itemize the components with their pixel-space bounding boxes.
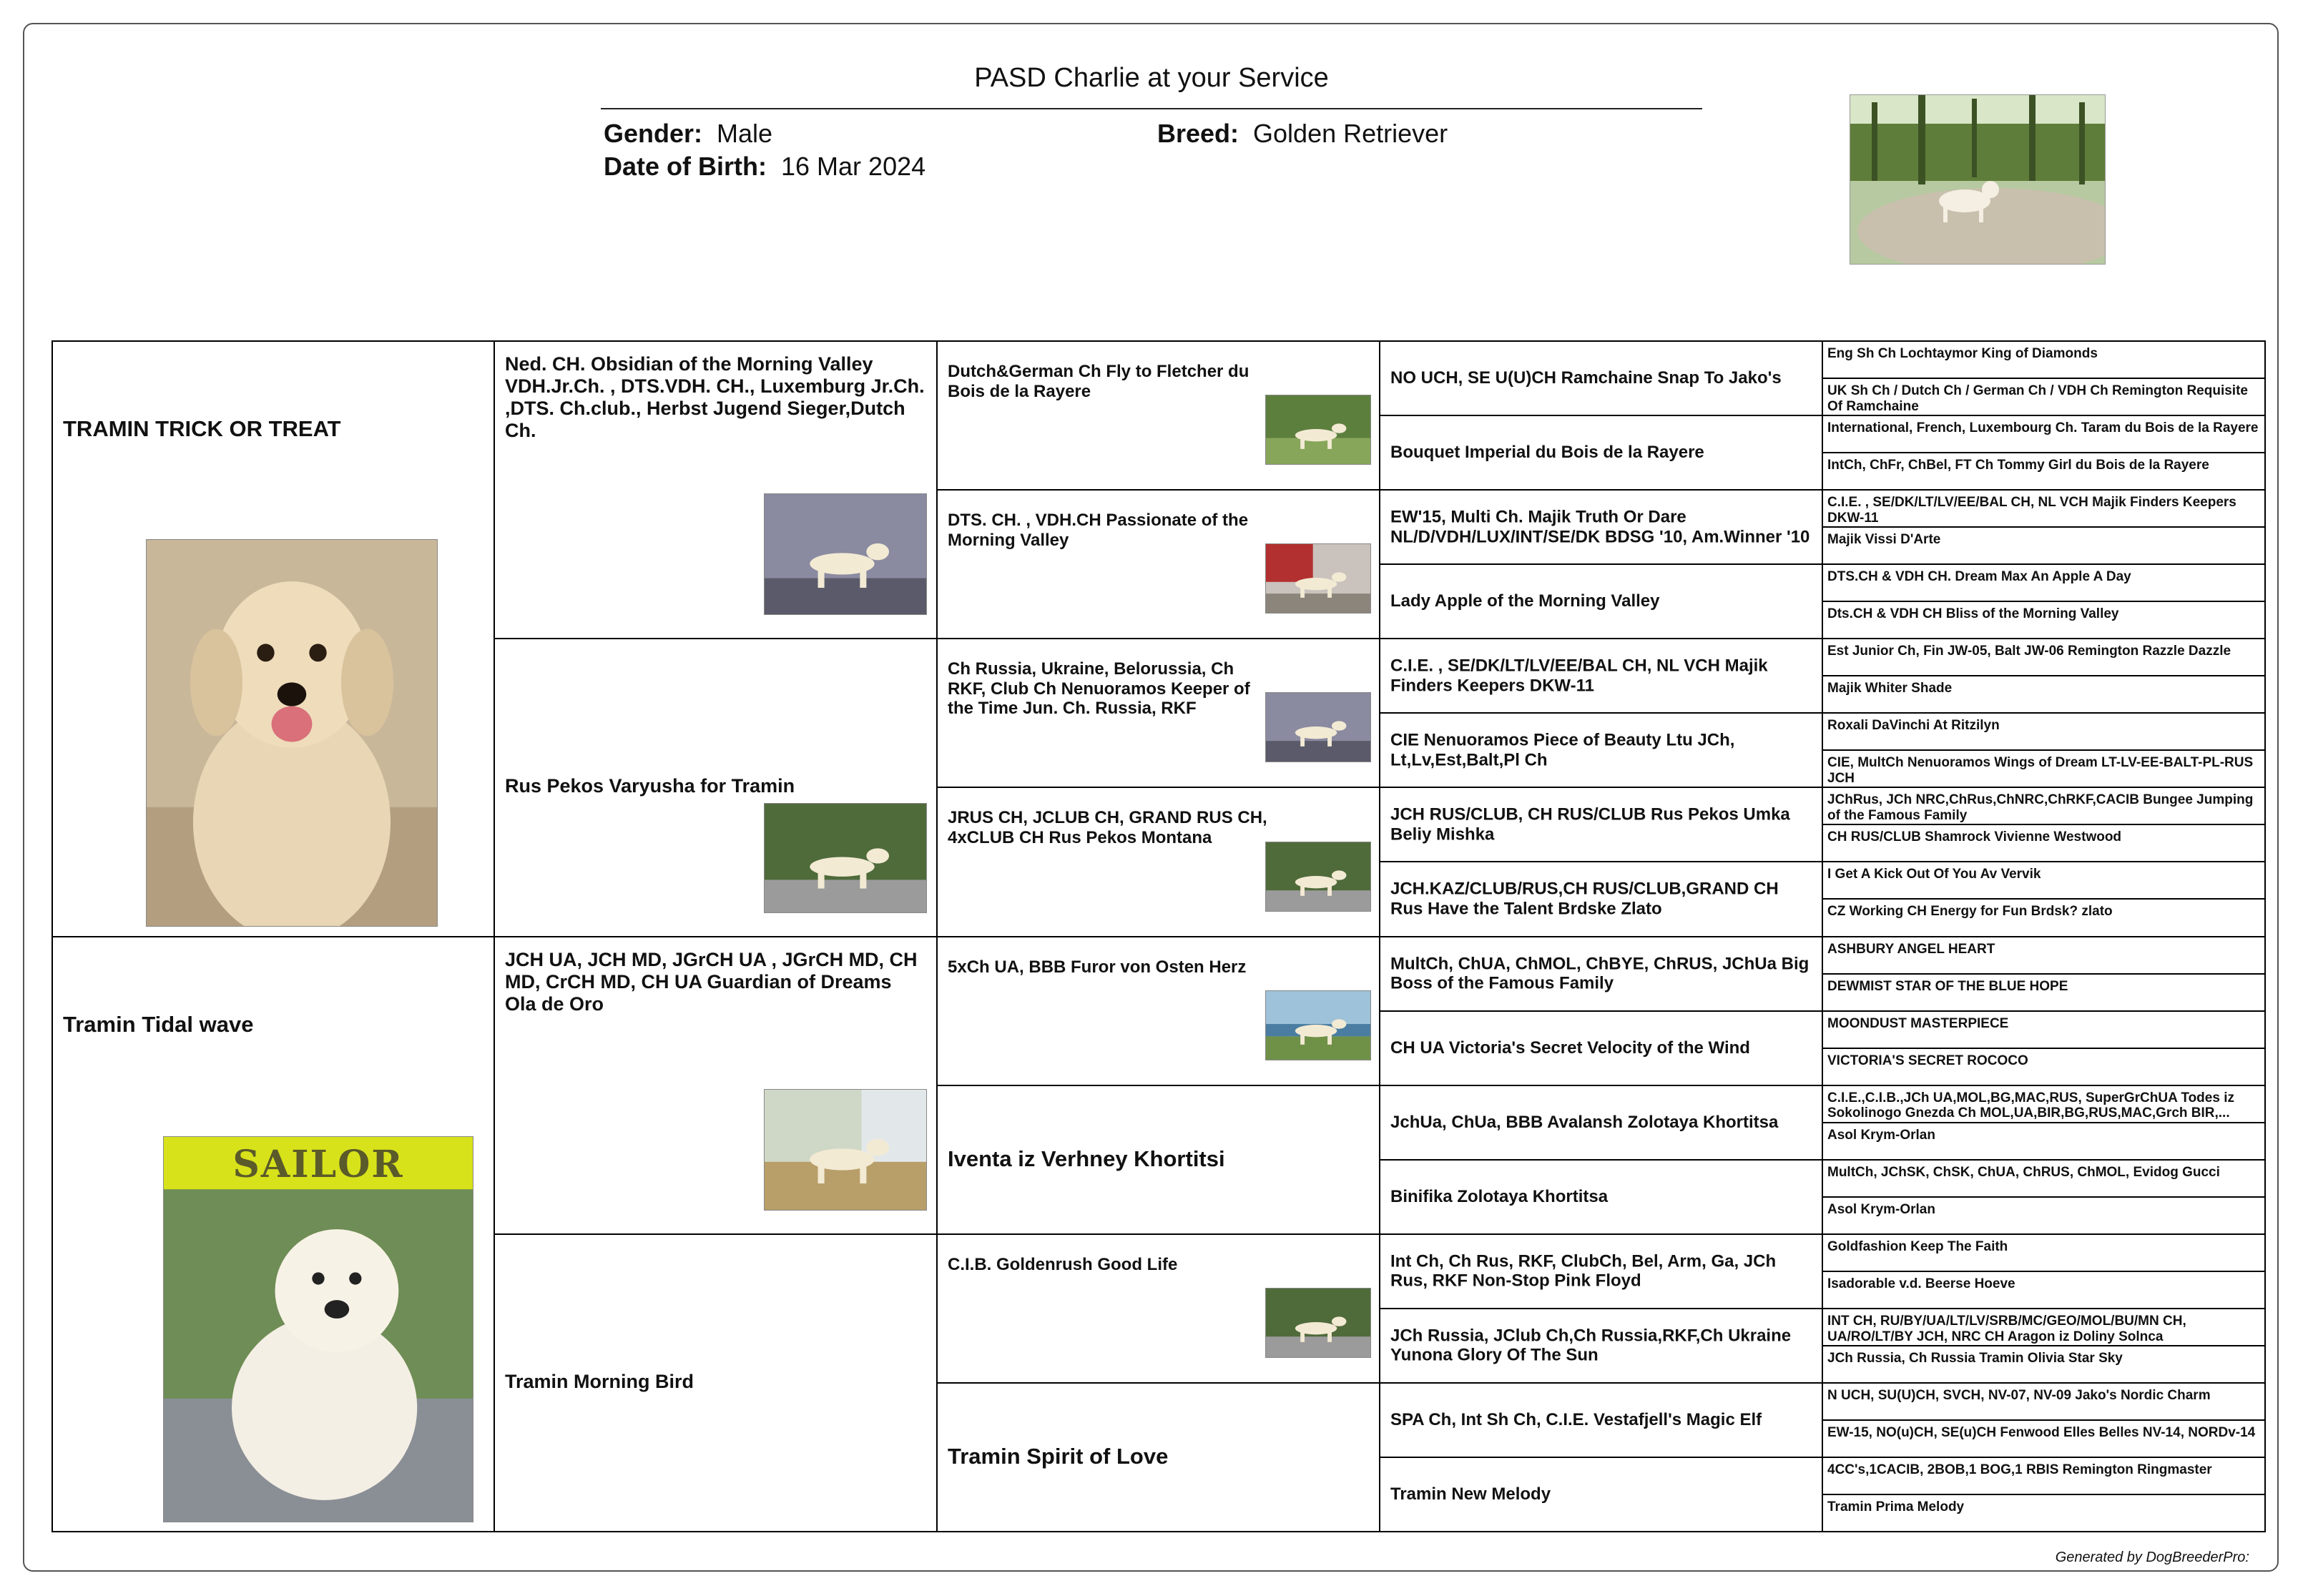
pedigree-gen5-cell [1822,1196,2266,1235]
ancestor-name: Tramin Spirit of Love [948,1443,1169,1469]
pedigree-gen4-cell [1379,861,1823,937]
ancestor-name: TRAMIN TRICK OR TREAT [63,416,341,441]
ancestor-photo [764,493,927,615]
ancestor-name: EW-15, NO(u)CH, SE(u)CH Fenwood Elles Belles NV-14, NORDv-14 [1827,1424,2256,1440]
dob-field [604,152,925,182]
pedigree-gen5-cell [1822,526,2266,565]
pedigree-gen3-cell [936,638,1380,788]
pedigree-gen4-cell [1379,1382,1823,1458]
ancestor-name: UK Sh Ch / Dutch Ch / German Ch / VDH Ch Remington Requisite Of Ramchaine [1827,383,2248,414]
ancestor-name: VICTORIA'S SECRET ROCOCO [1827,1053,2028,1068]
pedigree-gen5-cell [1822,861,2266,900]
ancestor-name: C.I.E.,C.I.B.,JCh UA,MOL,BG,MAC,RUS, SuperGrChUA Todes iz Sokolinogo Gnezda Ch MOL,UA,BIR,BG,RUS,MAC,Grch BIR,... [1827,1090,2234,1121]
breed-field [1157,119,1448,149]
generator-credit: Generated by DogBreederPro: [2055,1550,2249,1565]
ancestor-name: CIE Nenuoramos Piece of Beauty Ltu JCh, Lt,Lv,Est,Balt,Pl Ch [1390,730,1735,770]
pedigree-gen5-cell [1822,415,2266,453]
ancestor-name: Ned. CH. Obsidian of the Morning Valley VDH.Jr.Ch. , DTS.VDH. CH., Luxemburg Jr.Ch. ,DTS. Ch.club., Herbst Jugend Sieger,Dutch Ch. [505,353,925,442]
ancestor-name: JCH.KAZ/CLUB/RUS,CH RUS/CLUB,GRAND CH Rus Have the Talent Brdske Zlato [1390,879,1779,919]
ancestor-photo [764,803,927,913]
ancestor-name: EW'15, Multi Ch. Majik Truth Or Dare NL/D/VDH/LUX/INT/SE/DK BDSG '10, Am.Winner '10 [1390,507,1810,547]
ancestor-name: DTS. CH. , VDH.CH Passionate of the Morning Valley [948,511,1249,550]
ancestor-name: Tramin Morning Bird [505,1370,694,1392]
pedigree-gen3-cell [936,340,1380,491]
pedigree-gen5-cell [1822,936,2266,975]
dog-portrait-photo [146,539,438,927]
pedigree-gen5-cell [1822,1308,2266,1346]
pedigree-gen5-cell [1822,1010,2266,1049]
pedigree-gen4-cell [1379,936,1823,1012]
pedigree-gen5-cell [1822,563,2266,602]
pedigree-gen5-cell [1822,638,2266,676]
ancestor-name: 5xCh UA, BBB Furor von Osten Herz [948,957,1247,977]
ancestor-name: Majik Whiter Shade [1827,681,1953,696]
ancestor-name: JCH RUS/CLUB, CH RUS/CLUB Rus Pekos Umka Beliy Mishka [1390,804,1790,844]
title-divider [601,108,1702,109]
pedigree-gen3-cell [936,1382,1380,1532]
ancestor-name: N UCH, SU(U)CH, SVCH, NV-07, NV-09 Jako's Nordic Charm [1827,1387,2211,1403]
pedigree-gen4-cell [1379,340,1823,416]
ancestor-photo [1265,395,1371,465]
ancestor-photo [764,1089,927,1211]
ancestor-name: CIE, MultCh Nenuoramos Wings of Dream LT-LV-EE-BALT-PL-RUS JCH [1827,755,2254,787]
ancestor-name: JchUa, ChUa, BBB Avalansh Zolotaya Khortitsa [1390,1112,1779,1132]
ancestor-name: Rus Pekos Varyusha for Tramin [505,775,795,797]
pedigree-gen5-cell [1822,1457,2266,1495]
pedigree-gen4-cell [1379,563,1823,639]
pedigree-gen4-cell [1379,415,1823,491]
pedigree-gen1-cell [51,936,495,1533]
pedigree-gen5-cell [1822,1233,2266,1272]
ancestor-photo [1265,1288,1371,1358]
pedigree-gen2-cell [494,1233,938,1532]
ancestor-name: Asol Krym-Orlan [1827,1127,1935,1143]
pedigree-gen5-cell [1822,1085,2266,1123]
pedigree-gen3-cell [936,787,1380,937]
ancestor-name: JRUS CH, JCLUB CH, GRAND RUS CH, 4xCLUB CH Rus Pekos Montana [948,808,1267,847]
ancestor-name: SPA Ch, Int Sh Ch, C.I.E. Vestafjell's Magic Elf [1390,1410,1762,1430]
pedigree-gen2-cell [494,340,938,639]
gender-field [604,119,772,149]
ancestor-name: Roxali DaVinchi At Ritzilyn [1827,718,2000,734]
breed-value: Golden Retriever [1253,119,1448,148]
ancestor-name: Binifika Zolotaya Khortitsa [1390,1186,1609,1206]
ancestor-name: DEWMIST STAR OF THE BLUE HOPE [1827,978,2068,994]
ancestor-name: CH RUS/CLUB Shamrock Vivienne Westwood [1827,829,2122,845]
ancestor-name: Tramin Prima Melody [1827,1499,1965,1514]
ancestor-name: DTS.CH & VDH CH. Dream Max An Apple A Day [1827,569,2131,585]
ancestor-name: JCh Russia, JClub Ch,Ch Russia,RKF,Ch Ukraine Yunona Glory Of The Sun [1390,1326,1792,1365]
ancestor-name: INT CH, RU/BY/UA/LT/LV/SRB/MC/GEO/MOL/BU/MN CH, UA/RO/LT/BY JCH, NRC CH Aragon iz Doliny Solnca [1827,1313,2186,1344]
ancestor-name: ASHBURY ANGEL HEART [1827,941,1995,957]
pedigree-gen5-cell [1822,1159,2266,1198]
pedigree-gen5-cell [1822,1494,2266,1532]
ancestor-name: Asol Krym-Orlan [1827,1201,1935,1217]
ancestor-name: Tramin Tidal wave [63,1011,254,1037]
pedigree-gen3-cell [936,1233,1380,1384]
ancestor-name: Isadorable v.d. Beerse Hoeve [1827,1276,2015,1291]
sailor-caption: SAILOR [232,1142,404,1186]
pedigree-gen2-cell [494,638,938,937]
ancestor-name: 4CC's,1CACIB, 2BOB,1 BOG,1 RBIS Remington Ringmaster [1827,1462,2212,1477]
ancestor-name: Iventa iz Verhney Khortitsi [948,1146,1225,1171]
pedigree-gen5-cell [1822,675,2266,714]
ancestor-name: C.I.B. Goldenrush Good Life [948,1254,1178,1274]
pedigree-gen5-cell [1822,489,2266,528]
pedigree-gen5-cell [1822,340,2266,379]
pedigree-gen1-cell [51,340,495,937]
ancestor-name: Tramin New Melody [1390,1484,1551,1504]
pedigree-gen3-cell [936,936,1380,1086]
ancestor-name: Majik Vissi D'Arte [1827,532,1941,548]
breed-label: Breed: [1157,119,1239,148]
ancestor-name: MultCh, JChSK, ChSK, ChUA, ChRUS, ChMOL, Evidog Gucci [1827,1164,2220,1180]
pedigree-gen3-cell [936,489,1380,639]
ancestor-name: Eng Sh Ch Lochtaymor King of Diamonds [1827,346,2098,361]
pedigree-gen5-cell [1822,1271,2266,1309]
pedigree-gen4-cell [1379,489,1823,565]
ancestor-photo [1265,543,1371,614]
pedigree-gen5-cell [1822,824,2266,862]
pedigree-gen4-cell [1379,1010,1823,1086]
pedigree-gen4-cell [1379,1457,1823,1532]
pedigree-gen4-cell [1379,1085,1823,1161]
subject-dog-photo [1850,94,2106,265]
pedigree-gen5-cell [1822,1382,2266,1421]
ancestor-name: CZ Working CH Energy for Fun Brdsk? zlato [1827,904,2113,920]
pedigree-gen5-cell [1822,1048,2266,1086]
pedigree-gen4-cell [1379,1233,1823,1309]
ancestor-photo [1265,692,1371,762]
ancestor-name: CH UA Victoria's Secret Velocity of the Wind [1390,1038,1750,1058]
ancestor-name: Int Ch, Ch Rus, RKF, ClubCh, Bel, Arm, Ga, JCh Rus, RKF Non-Stop Pink Floyd [1390,1251,1777,1291]
pedigree-gen5-cell [1822,1345,2266,1384]
pedigree-gen5-cell [1822,1122,2266,1161]
pedigree-gen5-cell [1822,749,2266,788]
ancestor-name: MultCh, ChUA, ChMOL, ChBYE, ChRUS, JChUa Big Boss of the Famous Family [1390,953,1810,993]
ancestor-name: Ch Russia, Ukraine, Belorussia, Ch RKF, Club Ch Nenuoramos Keeper of the Time Jun. Ch. Russia, RKF [948,659,1250,719]
ancestor-name: JChRus, JCh NRC,ChRus,ChNRC,ChRKF,CACIB Bungee Jumping of the Famous Family [1827,792,2254,824]
gender-label: Gender: [604,119,703,148]
pedigree-gen2-cell [494,936,938,1235]
pedigree-gen5-cell [1822,452,2266,491]
pedigree-gen4-cell [1379,712,1823,788]
ancestor-photo [1265,990,1371,1060]
pedigree-gen5-cell [1822,712,2266,751]
ancestor-name: Dutch&German Ch Fly to Fletcher du Bois de la Rayere [948,362,1249,401]
pedigree-gen3-cell [936,1085,1380,1235]
pedigree-gen4-cell [1379,787,1823,862]
ancestor-name: International, French, Luxembourg Ch. Taram du Bois de la Rayere [1827,420,2259,436]
ancestor-name: JCh Russia, Ch Russia Tramin Olivia Star Sky [1827,1350,2123,1366]
dob-value: 16 Mar 2024 [781,152,926,181]
pedigree-gen5-cell [1822,601,2266,639]
dog-name-title: PASD Charlie at your Service [974,63,1329,93]
ancestor-name: C.I.E. , SE/DK/LT/LV/EE/BAL CH, NL VCH Majik Finders Keepers DKW-11 [1390,656,1768,696]
ancestor-name: IntCh, ChFr, ChBel, FT Ch Tommy Girl du Bois de la Rayere [1827,458,2209,473]
ancestor-name: MOONDUST MASTERPIECE [1827,1015,2009,1031]
sailor-photo [163,1136,473,1522]
ancestor-name: JCH UA, JCH MD, JGrCH UA , JGrCH MD, CH MD, CrCH MD, CH UA Guardian of Dreams Ola de Oro [505,948,918,1015]
pedigree-gen5-cell [1822,973,2266,1012]
ancestor-name: Lady Apple of the Morning Valley [1390,591,1660,611]
ancestor-name: NO UCH, SE U(U)CH Ramchaine Snap To Jako's [1390,368,1782,388]
ancestor-name: I Get A Kick Out Of You Av Vervik [1827,867,2041,882]
pedigree-gen5-cell [1822,378,2266,416]
ancestor-name: Goldfashion Keep The Faith [1827,1238,2008,1254]
gender-value: Male [717,119,773,148]
dob-label: Date of Birth: [604,152,767,181]
pedigree-gen4-cell [1379,1159,1823,1235]
pedigree-gen5-cell [1822,1419,2266,1458]
pedigree-gen4-cell [1379,638,1823,714]
pedigree-gen5-cell [1822,898,2266,937]
ancestor-name: Est Junior Ch, Fin JW-05, Balt JW-06 Remington Razzle Dazzle [1827,644,2231,659]
ancestor-name: Bouquet Imperial du Bois de la Rayere [1390,443,1704,463]
pedigree-gen4-cell [1379,1308,1823,1384]
ancestor-name: Dts.CH & VDH CH Bliss of the Morning Valley [1827,606,2119,622]
pedigree-gen5-cell [1822,787,2266,825]
ancestor-name: C.I.E. , SE/DK/LT/LV/EE/BAL CH, NL VCH Majik Finders Keepers DKW-11 [1827,495,2236,526]
ancestor-photo [1265,842,1371,912]
